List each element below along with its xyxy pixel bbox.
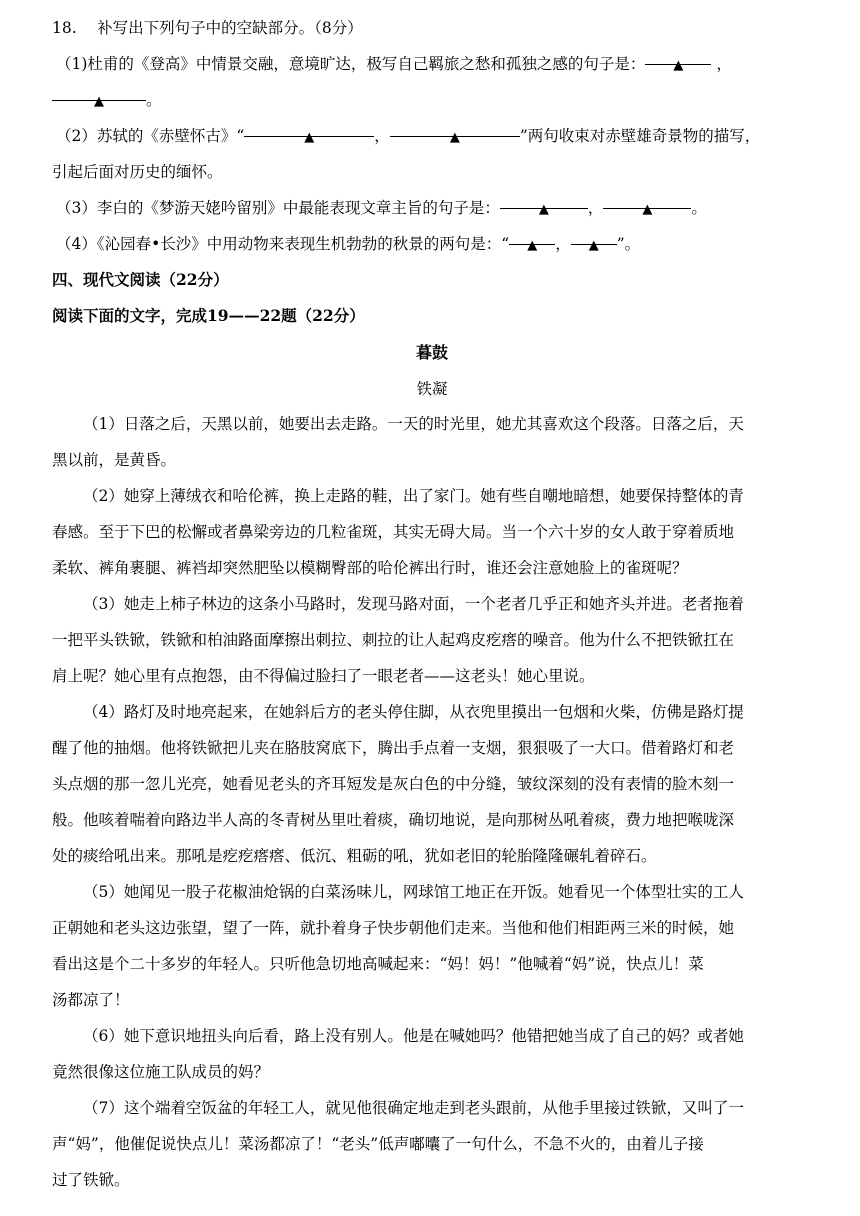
article-paragraph — [52, 874, 812, 1018]
article-paragraph — [52, 1090, 812, 1198]
article-paragraph — [52, 406, 812, 478]
paragraph-line: 醒了他的抽烟。他将铁锨把儿夹在胳肢窝底下，腾出手点着一支烟，狠狠吸了一大口。借着路灯和老 — [52, 739, 735, 757]
paragraph-line: 汤都凉了！ — [52, 991, 130, 1009]
answer-blank[interactable] — [509, 226, 555, 253]
section-heading: 四、现代文阅读（22分） — [52, 270, 229, 289]
paragraph-line: （1）日落之后，天黑以前，她要出去走路。一天的时光里，她尤其喜欢这个段落。日落之后，天 — [83, 415, 744, 433]
question-18-item-1 — [52, 46, 812, 82]
paragraph-line: 竟然很像这位施工队成员的妈？ — [52, 1063, 270, 1081]
blank-marker: ▲ — [538, 202, 549, 217]
item-3-separator: ， — [587, 199, 604, 217]
paragraph-line: 柔软、裤角裹腿、裤裆却突然肥坠以模糊臀部的哈伦裤出行时，谁还会注意她脸上的雀斑呢？ — [52, 559, 688, 577]
paragraph-line: 春感。至于下巴的松懈或者鼻梁旁边的几粒雀斑，其实无碍大局。当一个六十岁的女人敢于穿着质地 — [52, 523, 735, 541]
paragraph-line: 一把平头铁锨，铁锨和柏油路面摩擦出刺拉、刺拉的让人起鸡皮疙瘩的噪音。他为什么不把铁锨扛在 — [52, 631, 735, 649]
paragraph-line: 黑以前，是黄昏。 — [52, 451, 177, 469]
question-18-item-4 — [52, 226, 812, 262]
question-18-item-3 — [52, 190, 812, 226]
item-2-prompt: （2）苏轼的《赤壁怀古》“ — [56, 127, 245, 145]
item-1-end: 。 — [146, 91, 162, 109]
answer-blank[interactable] — [500, 190, 588, 217]
answer-blank[interactable] — [645, 46, 711, 73]
paragraph-line: （5）她闻见一股子花椒油炝锅的白菜汤味儿，网球馆工地正在开饭。她看见一个体型壮实的工人 — [83, 883, 744, 901]
question-18-item-2-cont: 引起后面对历史的缅怀。 — [52, 163, 223, 181]
paragraph-line: （4）路灯及时地亮起来，在她斜后方的老头停住脚，从衣兜里摸出一包烟和火柴，仿佛是路灯提 — [83, 703, 744, 721]
paragraph-line: （7）这个端着空饭盆的年轻工人，就见他很确定地走到老头跟前，从他手里接过铁锨，又叫了一 — [83, 1099, 744, 1117]
answer-blank[interactable] — [390, 118, 520, 145]
paragraph-line: 正朝她和老头这边张望，望了一阵，就扑着身子快步朝他们走来。当他和他们相距两三米的时候，她 — [52, 919, 735, 937]
article-title: 暮鼓 — [415, 343, 448, 362]
reading-instruction: 阅读下面的文字，完成19——22题（22分） — [52, 306, 365, 325]
article-paragraph — [52, 586, 812, 694]
item-4-end: ”。 — [616, 235, 641, 253]
item-4-prompt: （4）《沁园春•长沙》中用动物来表现生机勃勃的秋景的两句是：“ — [56, 235, 510, 253]
item-3-end: 。 — [691, 199, 707, 217]
paragraph-line: （2）她穿上薄绒衣和哈伦裤，换上走路的鞋，出了家门。她有些自嘲地暗想，她要保持整体的青 — [83, 487, 744, 505]
blank-marker: ▲ — [673, 58, 684, 73]
paragraph-line: 看出这是个二十多岁的年轻人。只听他急切地高喊起来：“妈！妈！”他喊着“妈”说，快点儿！菜 — [52, 955, 704, 973]
answer-blank[interactable] — [244, 118, 374, 145]
paragraph-line: 般。他咳着喘着向路边半人高的冬青树丛里吐着痰，确切地说，是向那树丛吼着痰，费力地把喉咙深 — [52, 811, 735, 829]
article-author: 铁凝 — [416, 380, 448, 398]
exam-page — [52, 10, 812, 1198]
item-1-prompt: （1)杜甫的《登高》中情景交融，意境旷达，极写自己羁旅之愁和孤独之感的句子是： — [56, 55, 646, 73]
article-paragraph — [52, 694, 812, 874]
blank-marker: ▲ — [527, 238, 538, 253]
blank-marker: ▲ — [94, 94, 104, 109]
item-1-separator: ， — [711, 55, 732, 73]
article-paragraph — [52, 1018, 812, 1090]
blank-marker: ▲ — [449, 130, 460, 145]
blank-marker: ▲ — [588, 238, 599, 253]
question-18-heading: 18. 补写出下列句子中的空缺部分。（8分） — [52, 19, 363, 37]
answer-blank[interactable] — [603, 190, 691, 217]
blank-marker: ▲ — [642, 202, 653, 217]
paragraph-line: 肩上呢？她心里有点抱怨，由不得偏过脸扫了一眼老者——这老头！她心里说。 — [52, 667, 595, 685]
paragraph-line: （3）她走上柿子林边的这条小马路时，发现马路对面，一个老者几乎正和她齐头并进。老者拖着 — [83, 595, 744, 613]
answer-blank[interactable] — [52, 82, 146, 109]
paragraph-line: 处的痰给吼出来。那吼是疙疙瘩瘩、低沉、粗砺的吼，犹如老旧的轮胎隆隆碾轧着碎石。 — [52, 847, 657, 865]
question-18-item-2 — [52, 118, 812, 154]
answer-blank[interactable] — [571, 226, 617, 253]
blank-marker: ▲ — [304, 130, 315, 145]
question-18-item-1-cont — [52, 82, 812, 118]
paragraph-line: 过了铁锨。 — [52, 1171, 130, 1189]
paragraph-line: 头点烟的那一忽儿光亮，她看见老头的齐耳短发是灰白色的中分缝，皱纹深刻的没有表情的脸木刻一 — [52, 775, 735, 793]
article-paragraph — [52, 478, 812, 586]
item-4-separator: ， — [555, 235, 571, 253]
paragraph-line: 声“妈”，他催促说快点儿！菜汤都凉了！“老头”低声嘟囔了一句什么，不急不火的，由着儿子接 — [52, 1135, 704, 1153]
paragraph-line: （6）她下意识地扭头向后看，路上没有别人。他是在喊她吗？他错把她当成了自己的妈？或者她 — [83, 1027, 744, 1045]
item-2-separator: ， — [374, 127, 390, 145]
article-body — [52, 406, 812, 1198]
item-3-prompt: （3）李白的《梦游天姥吟留别》中最能表现文章主旨的句子是： — [56, 199, 500, 217]
item-2-suffix: ”两句收束对赤壁雄奇景物的描写， — [519, 127, 761, 145]
